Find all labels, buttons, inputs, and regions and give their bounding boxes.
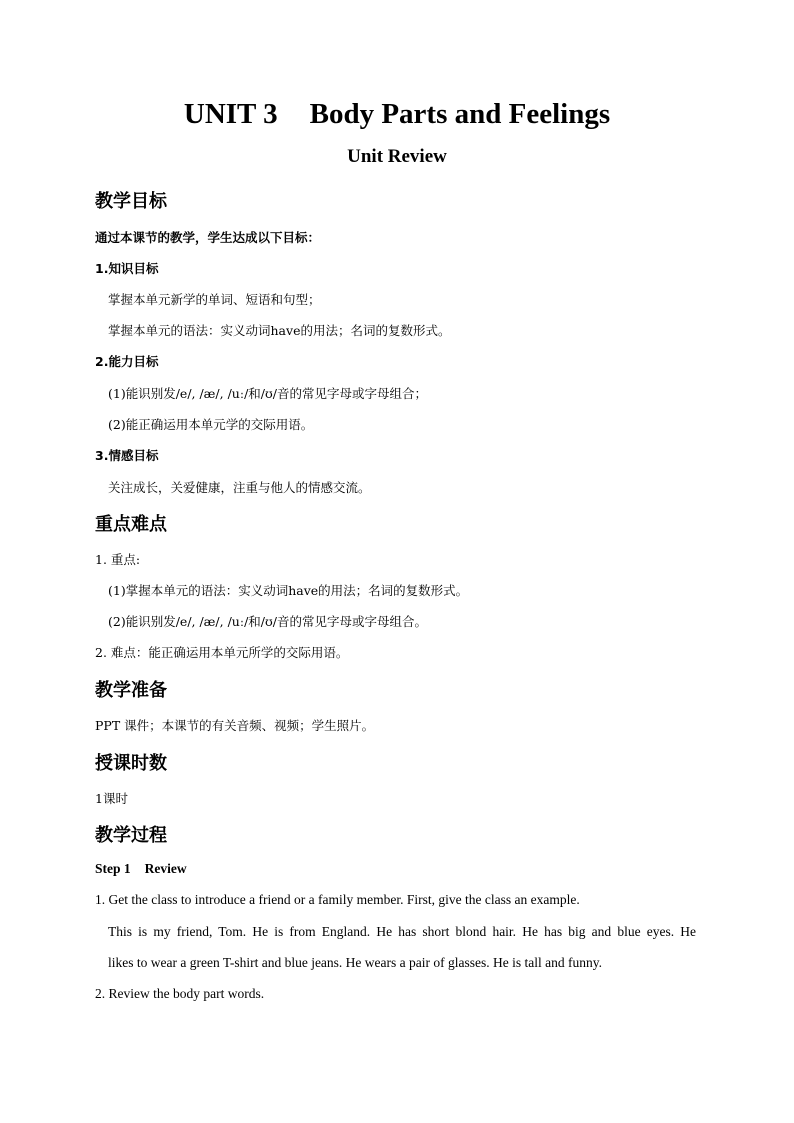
- objectives-heading: 教学目标: [95, 191, 167, 212]
- key-point-item: (1)掌握本单元的语法：实义动词have的用法；名词的复数形式。: [108, 583, 469, 598]
- key-point-item: (2)能识别发/e/, /æ/, /uː/和/ʊ/音的常见字母或字母组合。: [108, 614, 427, 629]
- step-heading: [95, 861, 187, 877]
- unit-name: Body Parts and Feelings: [309, 98, 611, 130]
- ability-item: (2)能正确运用本单元学的交际用语。: [108, 417, 314, 432]
- process-item: 2. Review the body part words.: [95, 986, 265, 1001]
- knowledge-item: 掌握本单元新学的单词、短语和句型；: [108, 292, 321, 307]
- preparation-text: PPT 课件；本课节的有关音频、视频；学生照片。: [95, 718, 375, 733]
- ability-heading: 2.能力目标: [95, 354, 159, 369]
- preparation-heading: 教学准备: [95, 680, 167, 701]
- process-heading: 教学过程: [95, 825, 167, 846]
- knowledge-heading: 1.知识目标: [95, 261, 159, 276]
- document-title: [0, 98, 794, 131]
- document-subtitle: Unit Review: [347, 146, 447, 167]
- ability-item: (1)能识别发/e/, /æ/, /uː/和/ʊ/音的常见字母或字母组合；: [108, 386, 427, 401]
- objectives-intro: 通过本课节的教学，学生达成以下目标：: [95, 230, 321, 245]
- knowledge-item: 掌握本单元的语法：实义动词have的用法；名词的复数形式。: [108, 323, 451, 338]
- key-point-label: 1. 重点:: [95, 552, 141, 567]
- key-points-heading: 重点难点: [95, 514, 167, 535]
- example-line: likes to wear a green T-shirt and blue jeans. He wears a pair of glasses. He is tall and funny.: [108, 955, 602, 970]
- unit-label: UNIT 3: [183, 98, 278, 130]
- difficult-point: 2. 难点：能正确运用本单元所学的交际用语。: [95, 645, 349, 660]
- process-item: 1. Get the class to introduce a friend or a family member. First, give the class an example.: [95, 892, 580, 907]
- hours-text: 1课时: [95, 791, 128, 806]
- step-name: Review: [144, 861, 187, 876]
- step-label: Step 1: [95, 861, 131, 876]
- example-line: This is my friend, Tom. He is from England. He has short blond hair. He has big and blue eyes. He: [108, 924, 696, 939]
- emotion-item: 关注成长，关爱健康，注重与他人的情感交流。: [108, 480, 371, 495]
- emotion-heading: 3.情感目标: [95, 448, 159, 463]
- hours-heading: 授课时数: [95, 753, 167, 774]
